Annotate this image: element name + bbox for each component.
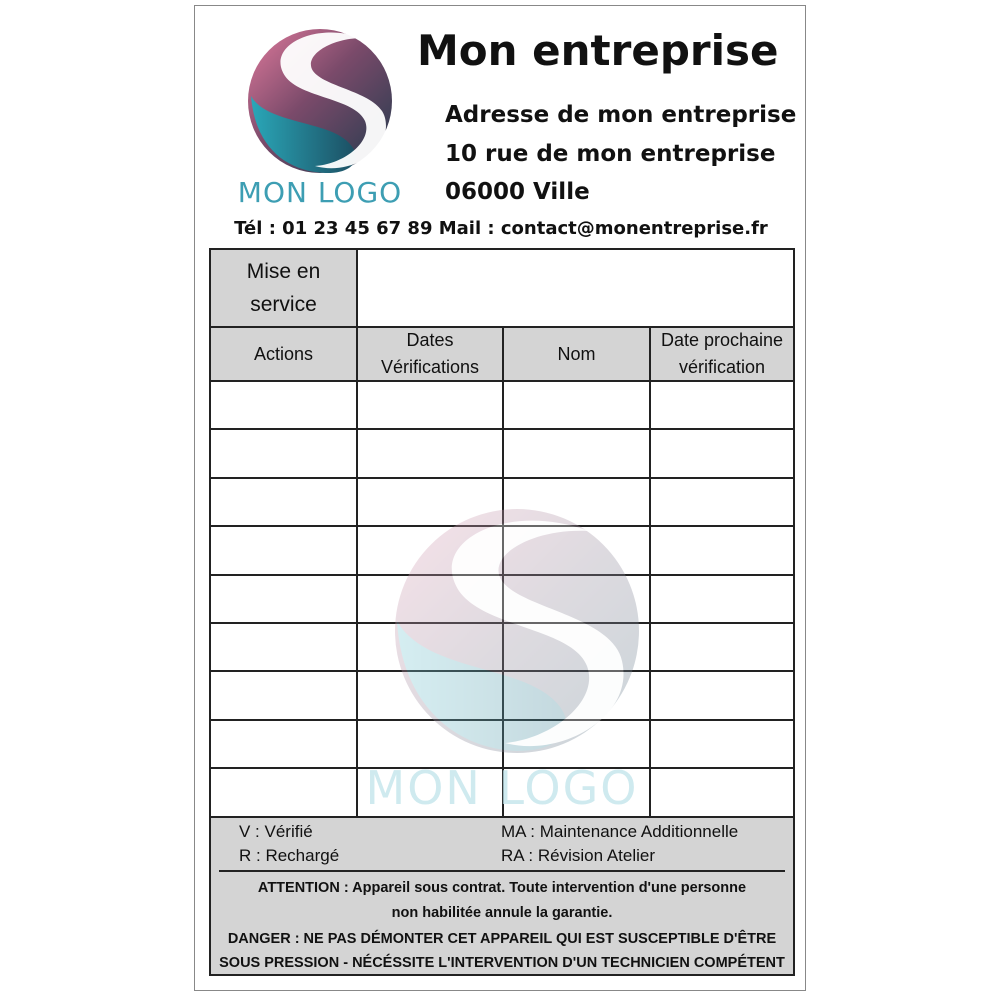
mise-en-service-field[interactable] [358, 250, 793, 328]
table-cell-next-date[interactable] [651, 721, 793, 769]
table-cell-nom[interactable] [504, 479, 651, 527]
logo-text: MON LOGO [237, 176, 403, 209]
table-cell-next-date[interactable] [651, 382, 793, 430]
company-logo [225, 26, 415, 221]
address-line-3: 06000 Ville [445, 179, 590, 205]
danger-line-1: DANGER : NE PAS DÉMONTER CET APPAREIL QUI EST SUSCEPTIBLE D'ÊTRE [227, 931, 777, 947]
contact-line: Tél : 01 23 45 67 89 Mail : contact@monentreprise.fr [234, 218, 768, 239]
column-header-actions [211, 328, 358, 382]
table-cell-nom[interactable] [504, 769, 651, 817]
column-header-dates [358, 328, 504, 382]
logo-sphere-icon [245, 26, 395, 176]
table-cell-dates[interactable] [358, 769, 504, 817]
table-cell-next-date[interactable] [651, 479, 793, 527]
table-cell-actions[interactable] [211, 430, 358, 478]
table-cell-nom[interactable] [504, 721, 651, 769]
mise-en-service-label-line2: service [250, 293, 317, 316]
table-cell-actions[interactable] [211, 672, 358, 720]
attention-line-2: non habilitée annule la garantie. [391, 905, 613, 921]
verification-form [209, 248, 795, 976]
table-cell-actions[interactable] [211, 576, 358, 624]
danger-line-2: SOUS PRESSION - NÉCÉSSITE L'INTERVENTION D'UN TECHNICIEN COMPÉTENT [219, 955, 785, 971]
mise-en-service-label-line1: Mise en [246, 260, 321, 283]
table-cell-actions[interactable] [211, 769, 358, 817]
column-header-actions-line1: Actions [253, 343, 314, 364]
watermark-text: MON LOGO [365, 761, 639, 815]
table-cell-next-date[interactable] [651, 430, 793, 478]
legend-divider [219, 870, 785, 872]
table-cell-actions[interactable] [211, 527, 358, 575]
table-cell-dates[interactable] [358, 430, 504, 478]
legend-panel [211, 818, 793, 974]
column-header-nom [504, 328, 651, 382]
column-header-next-date-line2: vérification [678, 357, 766, 377]
table-cell-nom[interactable] [504, 624, 651, 672]
table-cell-actions[interactable] [211, 721, 358, 769]
table-cell-next-date[interactable] [651, 576, 793, 624]
address-line-2: 10 rue de mon entreprise [445, 141, 776, 167]
table-cell-dates[interactable] [358, 672, 504, 720]
table-cell-next-date[interactable] [651, 769, 793, 817]
table-cell-nom[interactable] [504, 527, 651, 575]
table-cell-actions[interactable] [211, 479, 358, 527]
table-cell-dates[interactable] [358, 576, 504, 624]
column-header-dates-line1: Dates [406, 330, 454, 350]
legend-verifie: V : Vérifié [239, 822, 313, 841]
table-cell-actions[interactable] [211, 624, 358, 672]
table-cell-nom[interactable] [504, 430, 651, 478]
table-cell-dates[interactable] [358, 721, 504, 769]
address-line-1: Adresse de mon entreprise [445, 102, 797, 128]
table-cell-dates[interactable] [358, 382, 504, 430]
table-cell-dates[interactable] [358, 527, 504, 575]
attention-line-1: ATTENTION : Appareil sous contrat. Toute intervention d'une personne [257, 880, 747, 896]
table-cell-nom[interactable] [504, 576, 651, 624]
legend-recharge: R : Rechargé [239, 846, 340, 865]
legend-maintenance: MA : Maintenance Additionnelle [501, 822, 739, 841]
table-cell-dates[interactable] [358, 624, 504, 672]
column-header-next-date-line1: Date prochaine [660, 330, 784, 350]
column-header-dates-line2: Vérifications [380, 357, 480, 377]
table-cell-dates[interactable] [358, 479, 504, 527]
column-header-next-date [651, 328, 793, 382]
table-cell-next-date[interactable] [651, 527, 793, 575]
mise-en-service-label [211, 250, 358, 328]
verification-label-card [194, 5, 806, 991]
table-cell-nom[interactable] [504, 672, 651, 720]
table-cell-nom[interactable] [504, 382, 651, 430]
company-name: Mon entreprise [417, 26, 779, 75]
table-cell-next-date[interactable] [651, 672, 793, 720]
table-cell-actions[interactable] [211, 382, 358, 430]
table-cell-next-date[interactable] [651, 624, 793, 672]
column-header-nom-line1: Nom [557, 343, 596, 364]
legend-revision: RA : Révision Atelier [501, 846, 656, 865]
